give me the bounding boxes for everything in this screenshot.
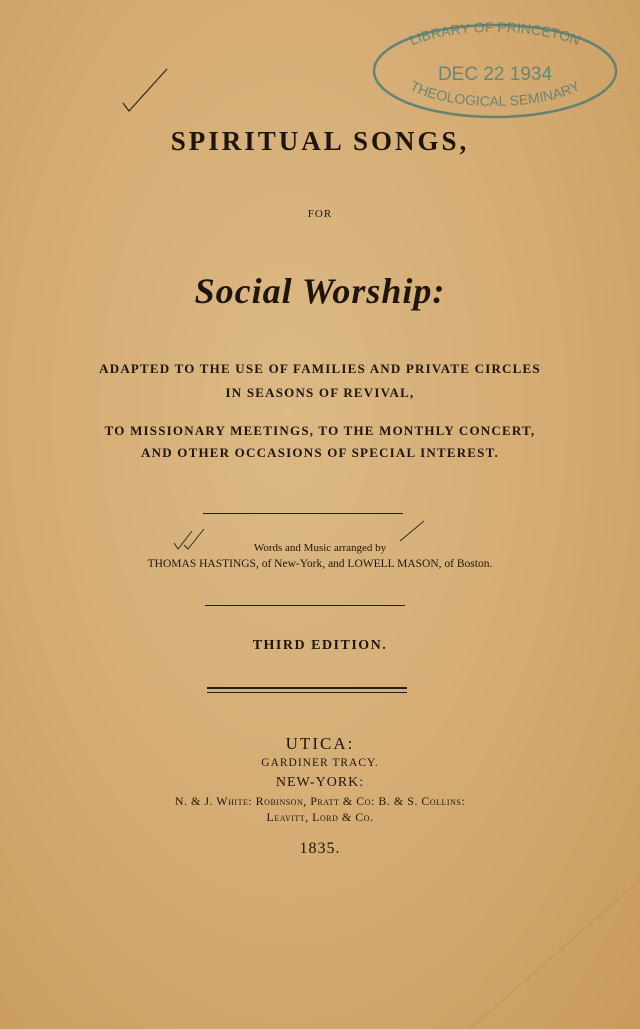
double-rule-top (207, 687, 407, 689)
stamp-top-text: LIBRARY OF PRINCETON (407, 22, 583, 49)
page-crease (470, 860, 640, 1029)
divider-rule (205, 605, 405, 606)
description-line-1: ADAPTED TO THE USE OF FAMILIES AND PRIVATE CIRCLES (99, 361, 541, 376)
credit-authors: THOMAS HASTINGS, of New-York, and LOWELL MASON, of Boston. (147, 558, 493, 570)
pencil-check-mark (115, 65, 175, 115)
imprint-city-2: NEW-YORK: (275, 775, 365, 790)
credit-intro: Words and Music arranged by (253, 542, 387, 554)
book-title: SPIRITUAL SONGS, (170, 126, 470, 156)
double-rule-bottom (207, 692, 407, 693)
imprint-city-1: UTICA: (285, 734, 355, 753)
for-label: FOR (307, 208, 333, 220)
imprint-publishers-2: N. & J. White: Robinson, Pratt & Co: B. & S. Collins: (174, 794, 466, 808)
edition: THIRD EDITION. (252, 638, 388, 653)
svg-text:LIBRARY OF PRINCETON (407, 22, 582, 48)
divider-rule (203, 513, 403, 514)
description-line-4: AND OTHER OCCASIONS OF SPECIAL INTEREST. (141, 445, 499, 460)
book-subtitle: Social Worship: (194, 271, 446, 311)
description-line-2: IN SEASONS OF REVIVAL, (225, 385, 415, 400)
stamp-bottom-text: THEOLOGICAL SEMINARY (407, 77, 583, 110)
stamp-date: DEC 22 1934 (437, 64, 553, 85)
imprint-publisher-1: GARDINER TRACY. (261, 757, 379, 769)
library-stamp (370, 22, 620, 120)
imprint-year: 1835. (299, 840, 341, 857)
description-line-3: TO MISSIONARY MEETINGS, TO THE MONTHLY CONCERT, (104, 423, 536, 438)
imprint-publishers-3: Leavitt, Lord & Co. (266, 810, 374, 824)
